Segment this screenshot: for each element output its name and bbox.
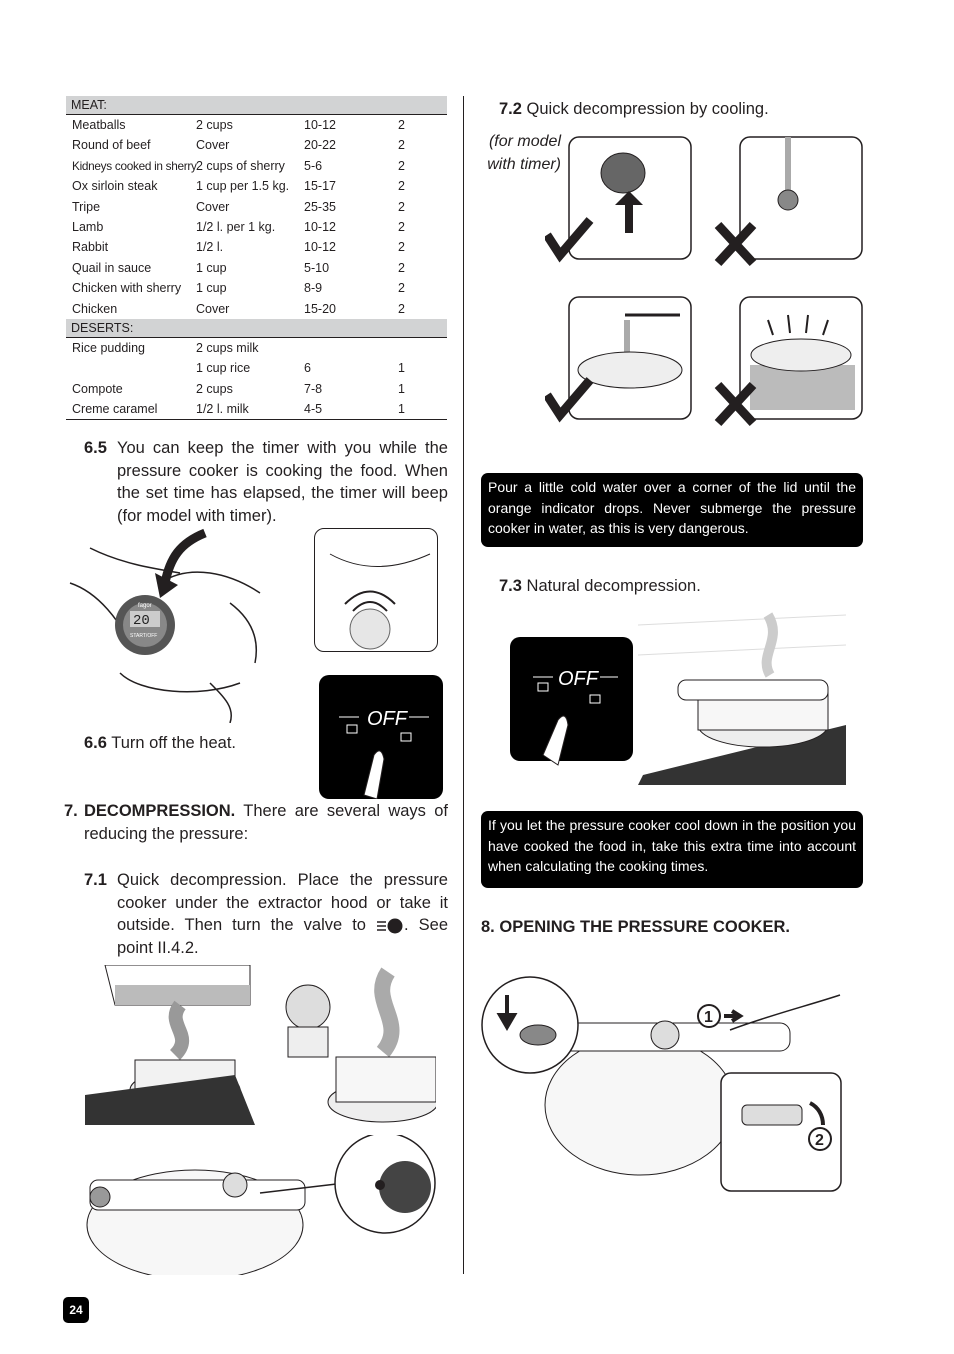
cool-down-note: If you let the pressure cooker cool down in the position you have cooked the food in, take this extra time into account when calculating the cooking times. [481,811,863,888]
section-8 [481,916,861,939]
opening-cooker-illustration [480,975,845,1195]
table-row [66,135,447,155]
setting-cell: 1 [398,361,405,376]
section-body: Quick decompression. Place the pressure cooker under the extractor hood or take it outside. Then turn the valve to [117,871,448,935]
setting-cell: 1 [398,381,405,396]
table-row [66,399,447,419]
setting-cell: 2 [398,240,405,255]
setting-cell: 2 [398,158,405,173]
section-number: 7.2 [499,100,522,118]
water-cell: 2 cups milk [196,340,259,355]
section-number: 8. [481,918,495,936]
remove-timer-illustration [545,135,695,270]
time-cell: 4-5 [304,402,323,417]
water-cell: Cover [196,199,230,214]
time-cell: 10-12 [304,118,336,132]
timer-model-note: (for model with timer) [487,133,561,173]
extractor-hood-illustration [85,965,255,1125]
table-row [66,197,447,217]
setting-cell: 2 [398,281,405,296]
setting-cell: 2 [398,179,405,194]
dish-cell: Kidneys cooked in sherry [72,158,197,173]
time-cell: 10-12 [304,219,336,234]
table-row [66,278,447,298]
dish-cell: Rabbit [72,240,109,255]
cold-water-note: Pour a little cold water over a corner of the lid until the orange indicator drops. Never submerge the pressure cooker in water, as this is very dangerous. [481,473,863,547]
dish-cell: Chicken [72,301,118,316]
water-cell: 2 cups of sherry [196,158,285,173]
page-number: 24 [63,1297,89,1323]
section-text: Turn off the heat. [111,734,236,752]
water-cell: 1 cup rice [196,361,251,376]
section-7-3 [499,575,819,598]
meat-section-header: MEAT: [66,96,447,115]
dish-cell: Chicken with sherry [72,281,182,296]
section-number: 6.6 [84,734,107,752]
time-cell: 8-9 [304,281,323,296]
water-cell: Cover [196,138,230,153]
time-cell: 6 [304,361,311,376]
table-row [66,176,447,196]
water-cell: 1 cup [196,260,227,275]
section-6-5 [84,437,448,528]
section-number: 7.1 [84,871,107,889]
table-row [66,217,447,237]
cold-water-corner-illustration [545,295,695,430]
section-text [84,800,448,845]
table-row [66,299,447,319]
time-cell: 10-12 [304,240,336,255]
time-cell: 20-22 [304,138,336,153]
timer-start-text: START/OFF [130,633,158,639]
section-6-6 [84,732,334,755]
section-number: 6.5 [84,439,107,457]
timer-beep-illustration [314,528,438,652]
dish-cell: Tripe [72,199,101,214]
step-2-number: 2 [815,1132,824,1149]
step-1-number: 1 [704,1009,713,1026]
meat-rows [66,115,447,319]
time-cell: 15-20 [304,301,336,316]
dish-cell: Compote [72,381,123,396]
off-label-2: OFF [558,668,598,690]
no-submerge-illustration [713,295,865,430]
section-7 [64,800,448,845]
section-text: You can keep the timer with you while the pressure cooker is cooking the food. When the set time has elapsed, the timer will beep (for model with timer). [117,439,448,526]
time-cell: 5-10 [304,260,330,275]
dish-cell: Round of beef [72,138,151,153]
time-cell: 25-35 [304,199,336,214]
section-text: Natural decompression. [526,577,701,595]
outdoor-illustration [278,962,436,1127]
water-cell: 2 cups [196,118,233,132]
dish-cell: Quail in sauce [72,260,152,275]
timer-display-text: 20 [133,613,150,629]
section-7-1 [84,869,448,960]
table-row [66,338,447,358]
time-cell: 15-17 [304,179,336,194]
table-row [66,237,447,257]
setting-cell: 2 [398,260,405,275]
section-title: OPENING THE PRESSURE COOKER. [499,918,790,936]
setting-cell: 2 [398,138,405,153]
valve-detail-illustration [85,1135,437,1275]
off-display-illustration-1 [319,675,443,799]
steam-valve-icon [376,918,404,934]
dish-cell: Ox sirloin steak [72,179,158,194]
table-row [66,358,447,378]
dish-cell: Lamb [72,219,104,234]
section-text: Quick decompression by cooling. [526,100,769,118]
water-cell: 2 cups [196,381,233,396]
setting-cell: 2 [398,301,405,316]
water-cell: 1/2 l. milk [196,402,249,417]
table-row [66,156,447,176]
section-text [117,869,448,960]
section-7-2 [499,98,819,121]
table-row [66,115,447,135]
deserts-section-header: DESERTS: [66,319,447,338]
time-cell: 5-6 [304,158,323,173]
off-label: OFF [367,708,407,730]
dish-cell: Meatballs [72,118,126,132]
no-pour-on-valve-illustration [713,135,865,270]
section-number: 7.3 [499,577,522,595]
section-number: 7. [64,802,78,820]
timer-hand-illustration [60,523,310,723]
setting-cell: 2 [398,199,405,214]
section-title: DECOMPRESSION. [84,802,236,820]
setting-cell: 2 [398,219,405,234]
water-cell: Cover [196,301,230,316]
natural-decompression-illustration [508,605,846,785]
dish-cell: Rice pudding [72,340,145,355]
water-cell: 1 cup per 1.5 kg. [196,179,290,194]
setting-cell: 2 [398,118,405,132]
water-cell: 1/2 l. [196,240,224,255]
water-cell: 1/2 l. per 1 kg. [196,219,276,234]
timer-brand-text: fagor [138,603,152,609]
table-row [66,379,447,399]
time-cell: 7-8 [304,381,323,396]
section-body: There are several ways of reducing the pressure: [84,802,448,843]
water-cell: 1 cup [196,281,227,296]
desert-rows [66,338,447,421]
column-divider [463,96,464,1274]
setting-cell: 1 [398,402,405,417]
table-row [66,258,447,278]
cooking-times-table [66,96,447,420]
dish-cell: Creme caramel [72,402,158,417]
section-body-end: . See point II.4.2. [117,916,449,958]
